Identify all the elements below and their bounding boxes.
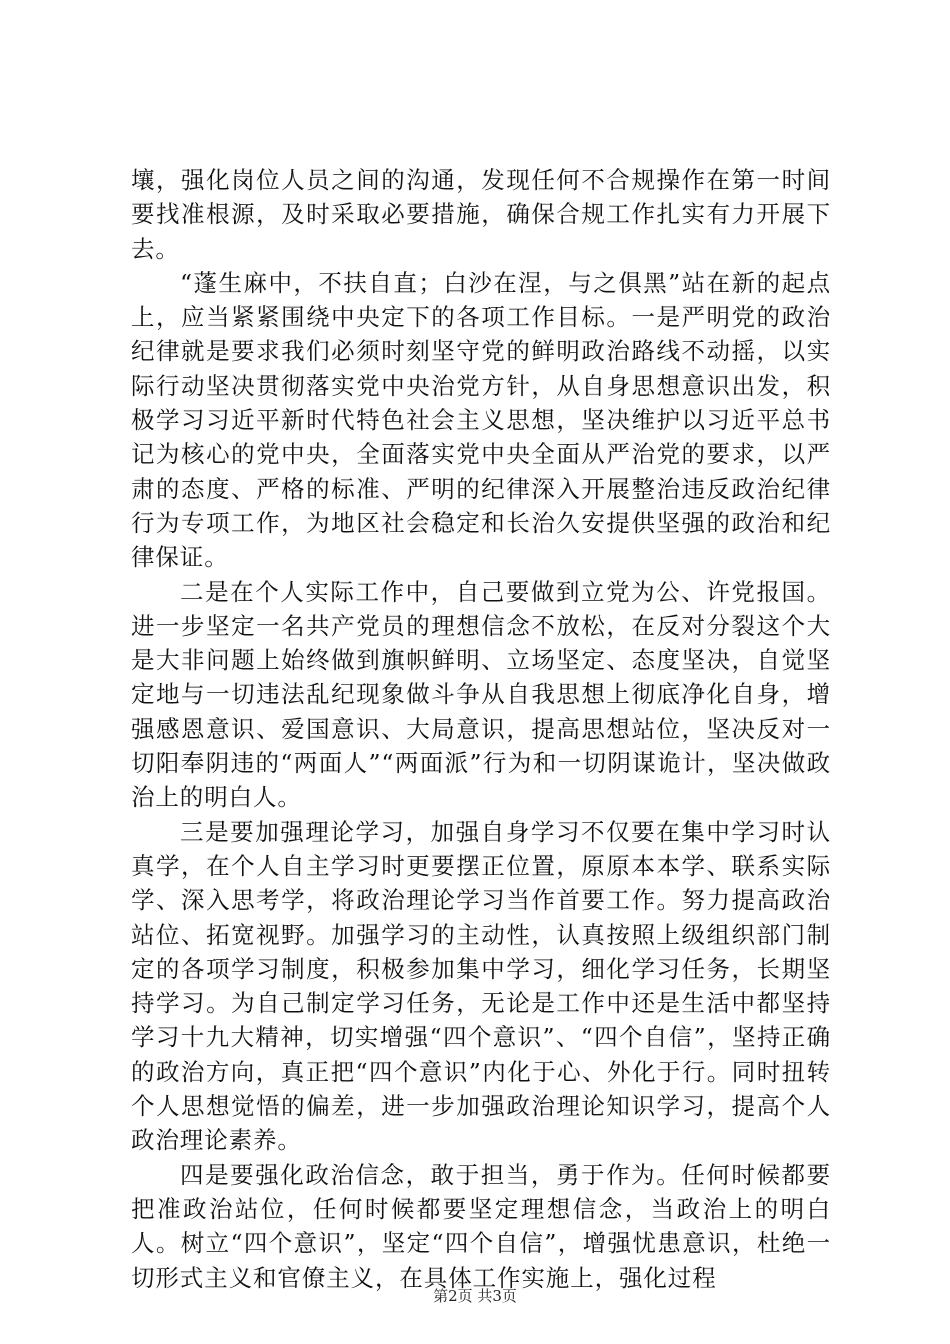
paragraph-theory-study: 三是要加强理论学习，加强自身学习不仅要在集中学习时认真学，在个人自主学习时更要摆正位置，原原本本学、联系实际学、深入思考学，将政治理论学习当作首要工作。努力提高政治站位、拓宽视野。加强学习的主动性，认真按照上级组织部门制定的各项学习制度，积极参加集中学习，细化学习任务，长期坚持学习。为自己制定学习任务，无论是工作中还是生活中都坚持学习十九大精神，切实增强“四个意识”、“四个自信”，坚持正确的政治方向，真正把“四个意识”内化于心、外化于行。同时扭转个人思想觉悟的偏差，进一步加强政治理论知识学习，提高个人政治理论素养。 [131, 817, 831, 1155]
paragraph-continuation: 壤，强化岗位人员之间的沟通，发现任何不合规操作在第一时间要找准根源，及时采取必要措施，确保合规工作扎实有力开展下去。 [131, 166, 831, 263]
paragraph-work-practice: 二是在个人实际工作中，自己要做到立党为公、许党报国。进一步坚定一名共产党员的理想信念不放松，在反对分裂这个大是大非问题上始终做到旗帜鲜明、立场坚定、态度坚决，自觉坚定地与一切违法乱纪现象做斗争从自我思想上彻底净化自身，增强感恩意识、爱国意识、大局意识，提高思想站位，坚决反对一切阳奉阴违的“两面人”“两面派”行为和一切阴谋诡计，坚决做政治上的明白人。 [131, 577, 831, 812]
page-number-footer: 第2页 共3页 [433, 1287, 517, 1305]
document-body [131, 163, 831, 1295]
paragraph-political-belief: 四是要强化政治信念，敢于担当，勇于作为。任何时候都要把准政治站位，任何时候都要坚定理想信念，当政治上的明白人。树立“四个意识”，坚定“四个自信”，增强忧患意识，杜绝一切形式主义和官僚主义，在具体工作实施上，强化过程 [131, 1160, 831, 1292]
paragraph-discipline: “蓬生麻中，不扶自直；白沙在涅，与之俱黑”站在新的起点上，应当紧紧围绕中央定下的各项工作目标。一是严明党的政治纪律就是要求我们必须时刻坚守党的鲜明政治路线不动摇，以实际行动坚决贯彻落实党中央治党方针，从自身思想意识出发，积极学习习近平新时代特色社会主义思想，坚决维护以习近平总书记为核心的党中央，全面落实党中央全面从严治党的要求，以严肃的态度、严格的标准、严明的纪律深入开展整治违反政治纪律行为专项工作，为地区社会稳定和长治久安提供坚强的政治和纪律保证。 [131, 268, 831, 572]
